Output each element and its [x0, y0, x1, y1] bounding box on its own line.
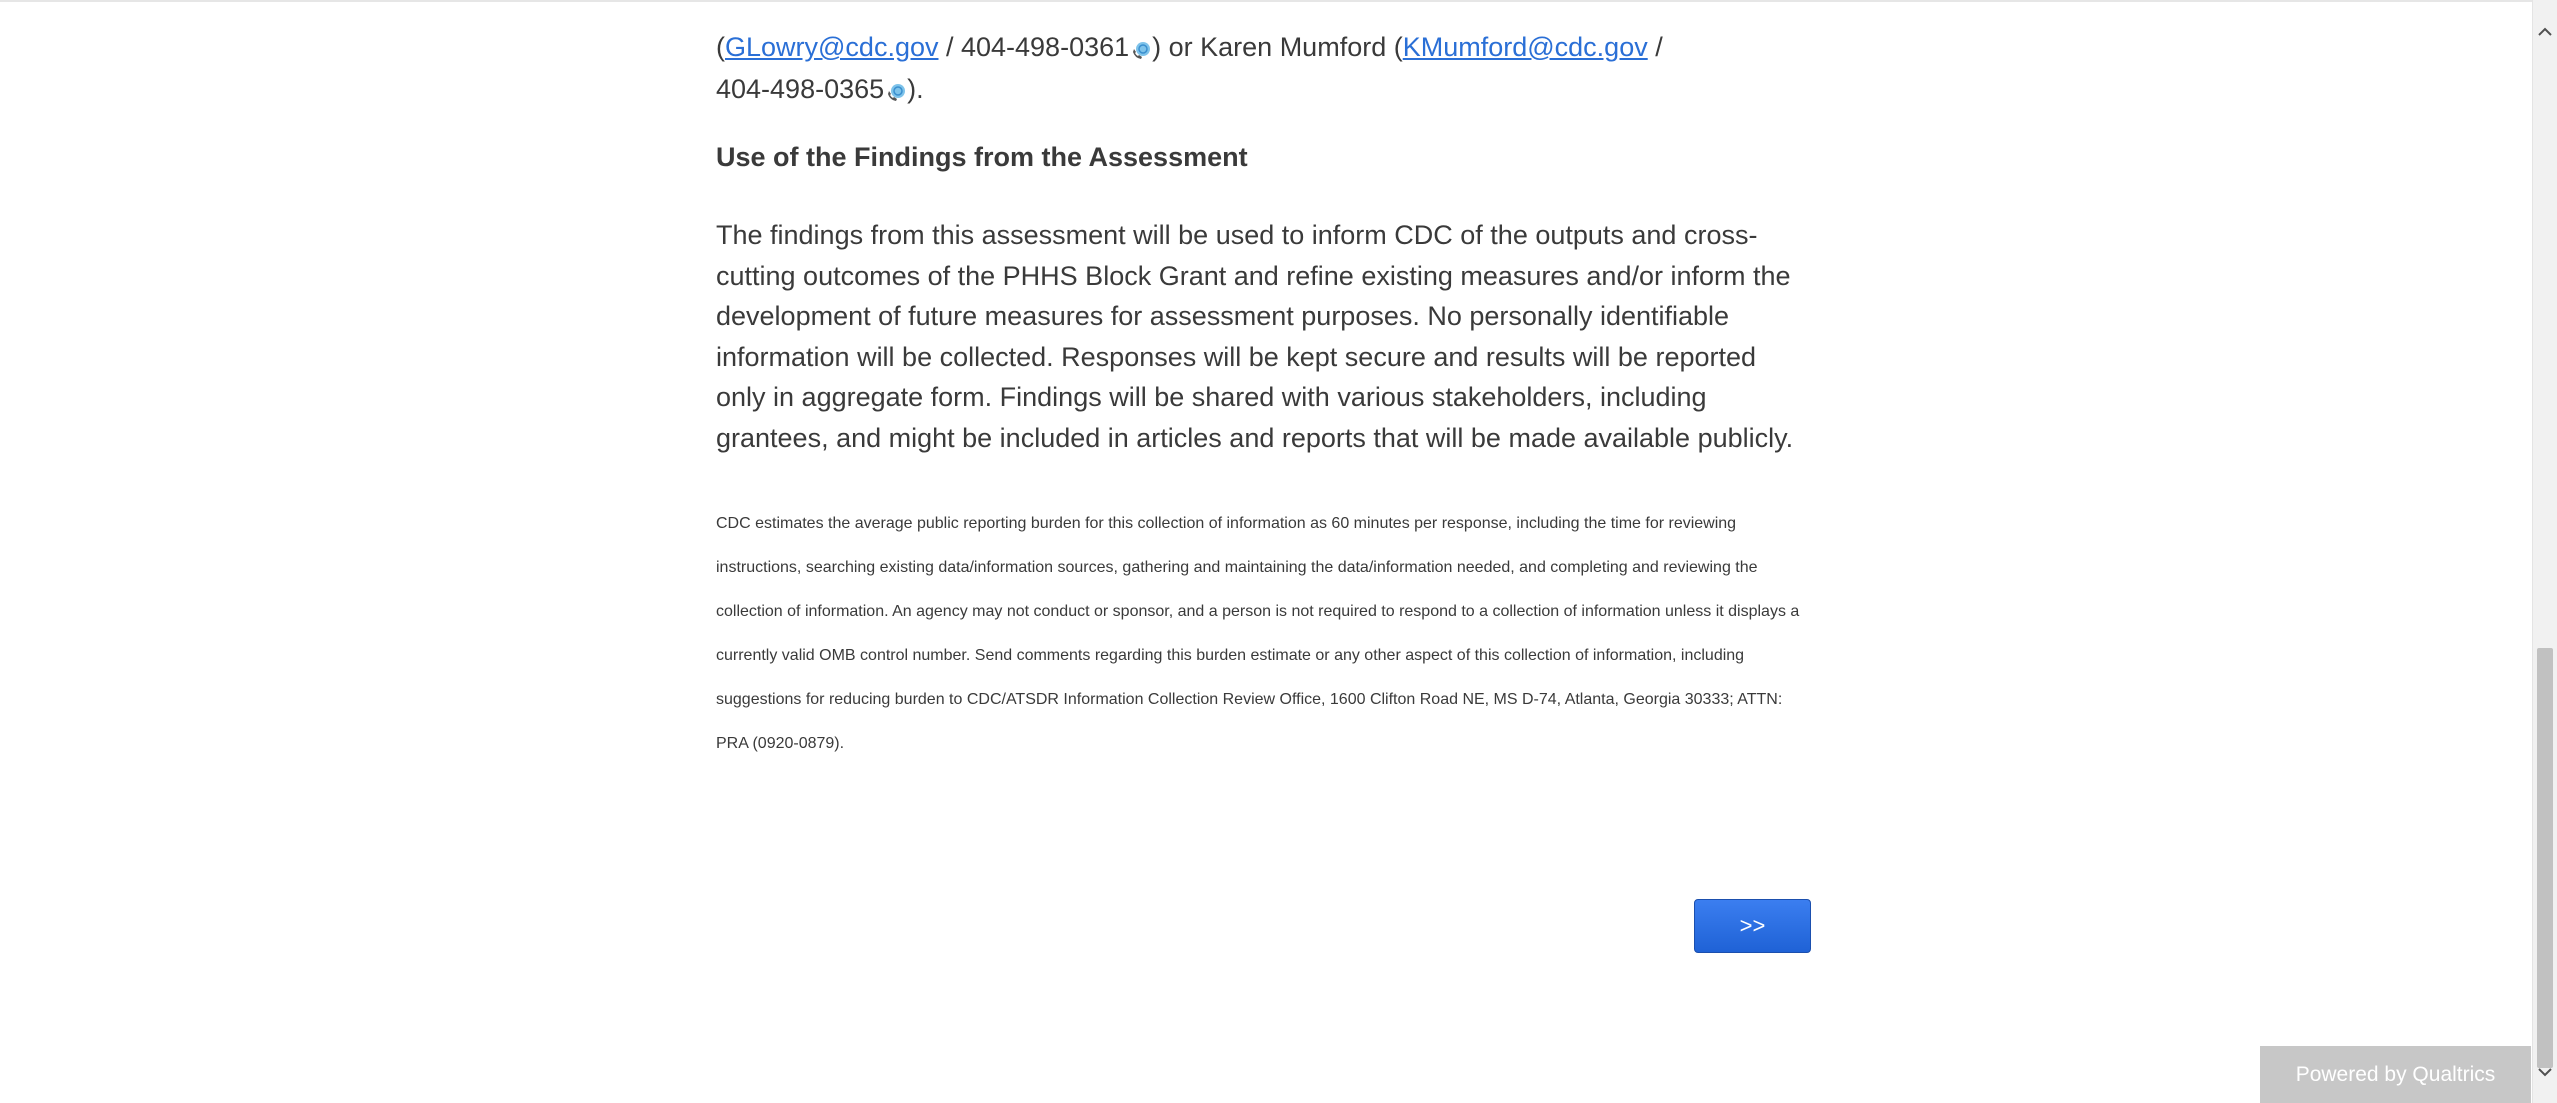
- contact-open-paren: (: [716, 32, 725, 62]
- scrollbar-thumb[interactable]: [2537, 648, 2553, 1068]
- powered-by-qualtrics-link[interactable]: Powered by Qualtrics: [2260, 1046, 2531, 1103]
- chevron-up-icon[interactable]: [2535, 22, 2555, 42]
- contact-phone-1: / 404-498-0361: [938, 32, 1130, 62]
- phone-icon[interactable]: [885, 73, 907, 95]
- email-link-kmumford[interactable]: KMumford@cdc.gov: [1402, 32, 1648, 62]
- phone-icon[interactable]: [1130, 31, 1152, 53]
- findings-paragraph: The findings from this assessment will be used to inform CDC of the outputs and cross-cutting outcomes of the PHHS Block Grant and refine existing measures and/or inform the development of future measures for assessment purposes. No personally identifiable information will be collected. Responses will be kept secure and results will be reported only in aggregate form. Findings will be shared with various stakeholders, including grantees, and might be included in articles and reports that will be made available publicly.: [716, 220, 1794, 453]
- findings-heading: Use of the Findings from the Assessment: [716, 142, 1248, 172]
- email-link-glowry[interactable]: GLowry@cdc.gov: [725, 32, 939, 62]
- vertical-scrollbar[interactable]: [2532, 0, 2557, 1103]
- contact-close-text: ).: [907, 74, 924, 104]
- next-button[interactable]: >>: [1694, 899, 1811, 953]
- burden-statement: CDC estimates the average public reporting burden for this collection of information as 60 minutes per response, including the time for reviewing instructions, searching existing data/information sources, gathering and maintaining the data/information needed, and completing and reviewing the collection of information. An agency may not conduct or sponsor, and a person is not required to respond to a collection of information unless it displays a currently valid OMB control number. Send comments regarding this burden estimate or any other aspect of this collection of information, including suggestions for reducing burden to CDC/ATSDR Information Collection Review Office, 1600 Clifton Road NE, MS D-74, Atlanta, Georgia 30333; ATTN: PRA (0920-0879).: [716, 515, 1800, 752]
- chevron-down-icon[interactable]: [2535, 1062, 2555, 1082]
- contact-mid-text: ) or Karen Mumford (: [1152, 32, 1403, 62]
- contact-phone-2: 404-498-0365: [716, 74, 885, 104]
- contact-slash: /: [1647, 32, 1663, 62]
- contact-info: [716, 0, 1812, 110]
